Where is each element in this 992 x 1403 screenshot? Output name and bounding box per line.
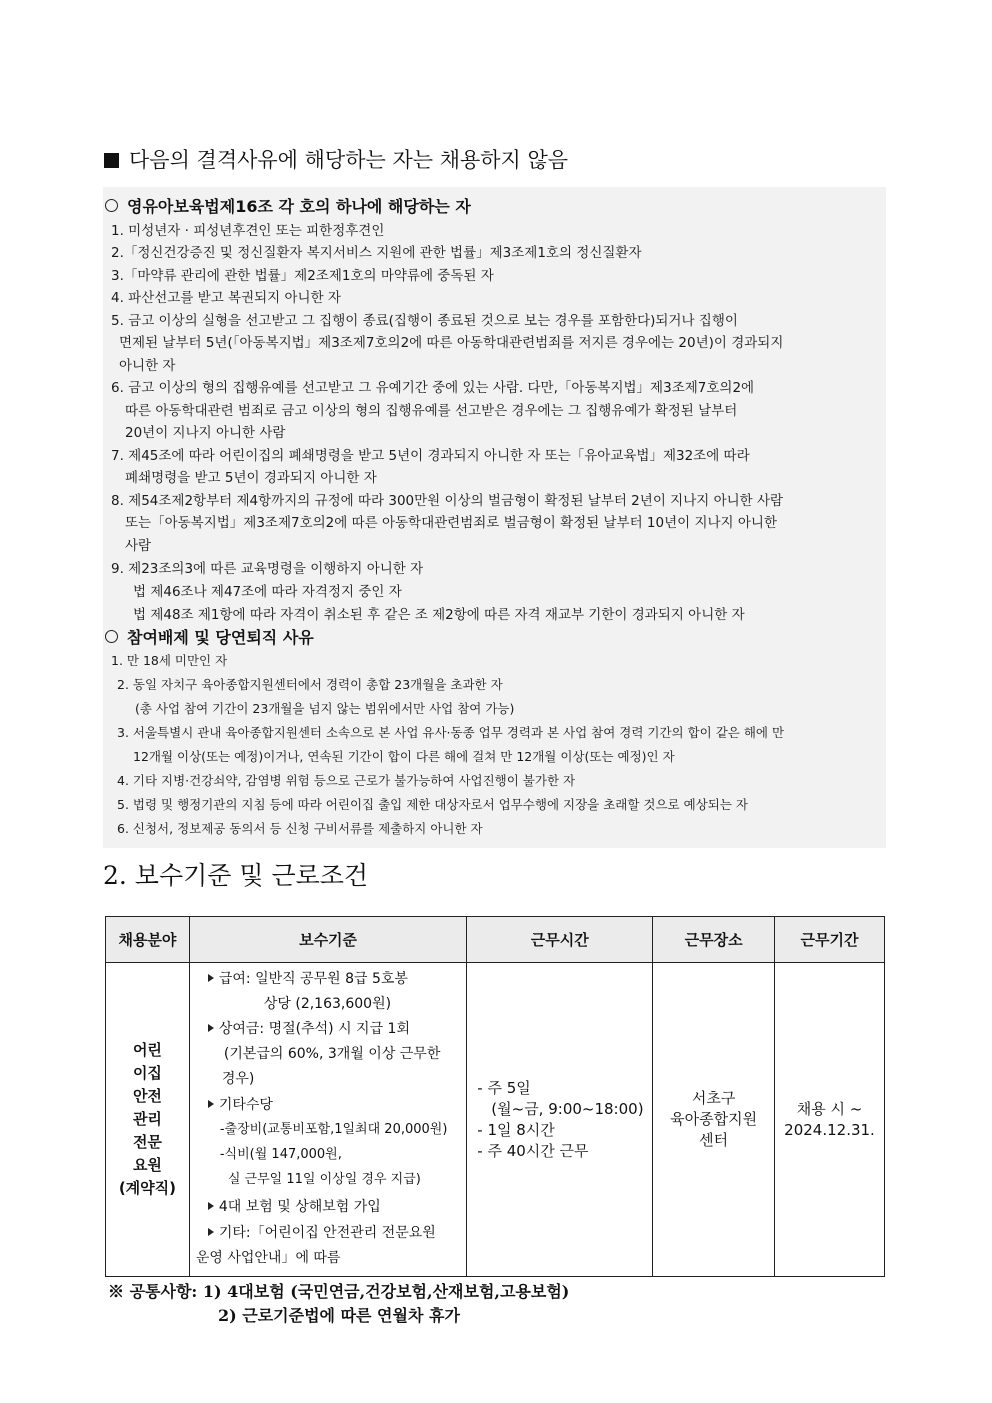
list-item: 5. 금고 이상의 실형을 선고받고 그 집행이 종료(집행이 종료된 것으로 보는 경우를 포함한다)되거나 집행이 — [111, 313, 738, 329]
pay-line: 급여: 일반직 공무원 8급 5호봉 — [208, 969, 408, 989]
list-item: 9. 제23조의3에 따른 교육명령을 이행하지 아니한 자 — [111, 561, 424, 577]
list-item-cont: 12개월 이상(또는 예정)이거나, 연속된 기간이 합이 다른 해에 걸쳐 만 12개월 이상(또는 예정)인 자 — [133, 749, 675, 764]
pay-line: (기본급의 60%, 3개월 이상 근무한 — [223, 1046, 441, 1062]
list-item-cont: 아니한 자 — [119, 358, 176, 374]
pay-table — [105, 916, 885, 1277]
pay-line: 4대 보험 및 상해보험 가입 — [208, 1197, 381, 1217]
list-item: 2.「정신건강증진 및 정신질환자 복지서비스 지원에 관한 법률」제3조제1호의 정신질환자 — [111, 245, 642, 261]
triangle-bullet-icon — [208, 974, 214, 982]
list-item-cont: 따른 아동학대관련 범죄로 금고 이상의 형의 집행유예를 선고받은 경우에는 그 집행유예가 확정된 날부터 — [125, 403, 738, 419]
pay-line: 기타수당 — [208, 1095, 273, 1115]
list-item-cont: 폐쇄명령을 받고 5년이 경과되지 아니한 자 — [125, 470, 377, 486]
pay-line: 경우) — [221, 1071, 255, 1087]
list-item: 1. 만 18세 미만인 자 — [111, 653, 228, 668]
list-item-cont: 또는「아동복지법」제3조제7호의2에 따른 아동학대관련범죄로 벌금형이 확정된 날부터 10년이 지나지 아니한 — [125, 515, 777, 531]
triangle-bullet-icon — [208, 1100, 214, 1108]
pay-line: 운영 사업안내」에 따름 — [195, 1250, 341, 1266]
list-item-cont: (총 사업 참여 기간이 23개월을 넘지 않는 범위에서만 사업 참여 가능) — [135, 701, 515, 716]
list-item-cont: 법 제46조나 제47조에 따라 자격정지 중인 자 — [133, 584, 402, 600]
cell-period: 채용 시 ~ 2024.12.31. — [775, 963, 885, 1277]
list-item: 4. 파산선고를 받고 복권되지 아니한 자 — [111, 290, 341, 306]
pay-line: -식비(월 147,000원, — [219, 1147, 342, 1162]
pay-line: 상당 (2,163,600원) — [263, 996, 392, 1012]
header-place: 근무장소 — [653, 917, 775, 963]
header-field: 채용분야 — [106, 917, 190, 963]
list-item-cont: 법 제48조 제1항에 따라 자격이 취소된 후 같은 조 제2항에 따른 자격 재교부 기한이 경과되지 아니한 자 — [133, 607, 745, 623]
pay-line: -출장비(교통비포함,1일최대 20,000원) — [219, 1122, 448, 1137]
cell-hours: - 주 5일 (월~금, 9:00~18:00) - 1일 8시간 - 주 40시간 근무 — [467, 963, 653, 1277]
list-item: 8. 제54조제2항부터 제4항까지의 규정에 따라 300만원 이상의 벌금형이 확정된 날부터 2년이 지나지 아니한 사람 — [111, 493, 784, 509]
list-item: 3. 서울특별시 관내 육아종합지원센터 소속으로 본 사업 유사·동종 업무 경력과 본 사업 참여 경력 기간의 합이 같은 해에 만 — [117, 725, 785, 740]
header-period: 근무기간 — [775, 917, 885, 963]
square-bullet-icon — [104, 153, 119, 168]
cell-place: 서초구 육아종합지원 센터 — [653, 963, 775, 1277]
subheading-exclusion: 참여배제 및 당연퇴직 사유 — [105, 627, 314, 649]
table-header-row — [106, 917, 885, 963]
list-item: 6. 금고 이상의 형의 집행유예를 선고받고 그 유예기간 중에 있는 사람. 다만,「아동복지법」제3조제7호의2에 — [111, 380, 755, 396]
cell-pay — [189, 963, 466, 1277]
common-note: ※ 공통사항: 1) 4대보험 (국민연금,건강보험,산재보험,고용보험) 2) 근로기준법에 따른 연월차 휴가 — [108, 1282, 570, 1325]
list-item-cont: 면제된 날부터 5년(「아동복지법」제3조제7호의2에 따른 아동학대관련범죄를 저지른 경우에는 20년)이 경과되지 — [119, 335, 784, 351]
list-item: 6. 신청서, 정보제공 동의서 등 신청 구비서류를 제출하지 아니한 자 — [117, 821, 483, 836]
pay-line: 실 근무일 11일 이상일 경우 지급) — [227, 1172, 421, 1187]
pay-line: 기타:「어린이집 안전관리 전문요원 — [208, 1223, 436, 1243]
list-item: 5. 법령 및 행정기관의 지침 등에 따라 어린이집 출입 제한 대상자로서 업무수행에 지장을 초래할 것으로 예상되는 자 — [117, 797, 748, 812]
list-item: 7. 제45조에 따라 어린이집의 폐쇄명령을 받고 5년이 경과되지 아니한 자 또는「유아교육법」제32조에 따라 — [111, 448, 750, 464]
list-item: 2. 동일 자치구 육아종합지원센터에서 경력이 총합 23개월을 초과한 자 — [117, 677, 503, 692]
list-item-cont: 사람 — [125, 538, 152, 554]
table-row — [106, 963, 885, 1277]
list-item-cont: 20년이 지나지 아니한 사람 — [125, 425, 286, 441]
header-pay: 보수기준 — [189, 917, 466, 963]
list-item: 3.「마약류 관리에 관한 법률」제2조제1호의 마약류에 중독된 자 — [111, 268, 494, 284]
pay-line: 상여금: 명절(추석) 시 지급 1회 — [208, 1019, 410, 1039]
header-hours: 근무시간 — [467, 917, 653, 963]
triangle-bullet-icon — [208, 1228, 214, 1236]
circle-bullet-icon — [105, 630, 118, 643]
list-item: 1. 미성년자 · 피성년후견인 또는 피한정후견인 — [111, 223, 385, 239]
triangle-bullet-icon — [208, 1024, 214, 1032]
disqualification-box — [103, 187, 886, 848]
section-2-title: 2. 보수기준 및 근로조건 — [103, 861, 369, 890]
list-item: 4. 기타 지병·건강쇠약, 감염병 위험 등으로 근로가 불가능하여 사업진행이 불가한 자 — [117, 773, 576, 788]
subheading-disqualification: 영유아보육법제16조 각 호의 하나에 해당하는 자 — [105, 196, 471, 218]
section-heading: 다음의 결격사유에 해당하는 자는 채용하지 않음 — [104, 145, 904, 175]
circle-bullet-icon — [105, 199, 118, 212]
cell-field: 어린 이집 안전 관리 전문 요원 (계약직) — [106, 963, 190, 1277]
triangle-bullet-icon — [208, 1202, 214, 1210]
